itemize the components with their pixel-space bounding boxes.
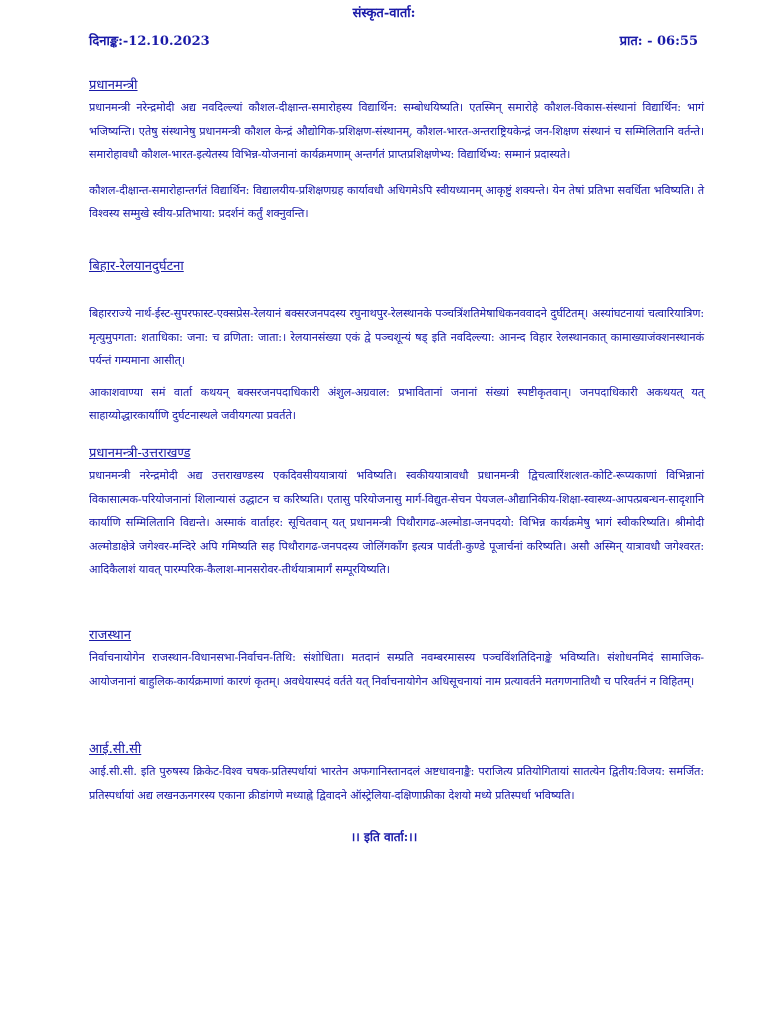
section-uttarakhand <box>89 443 704 582</box>
date-line: दिनाङ्क:-12.10.2023 <box>89 34 210 49</box>
paragraph: प्रधानमन्त्री नरेन्द्रमोदी अद्य उत्तराखण्डस्य एकदिवसीययात्रायां भविष्यति। स्वकीययात्रावधौ प्रधानमन्त्री द्विचत्वारिंशत्शत-कोटि-रूप्यकाणां विभिन्नानां विकासात्मक-परियोजनानां शिलान्यासं उद्धाटन च करिष्यति। एतासु परियोजनासु मार्ग-विद्युत-सेचन पेयजल-औद्यानिकीय-शिक्षा-स्वास्थ्य-आपत्प्रबन्धन-सादृशानि कार्याणि सम्मिलितानि विद्यन्ते। अस्माकं वार्ताहर: सूचितवान् यत् प्रधानमन्त्री पिथौरागढ-अल्मोडा-जनपदयो: विभिन्न कार्यक्रमेषु भागं स्वीकरिष्यति। श्रीमोदी अल्मोडाक्षेत्रे जगेश्वर-मन्दिरे अपि गमिष्यति सह पिथौरागढ-जनपदस्य जोलिंगकाँग इत्यत्र पार्वती-कुण्डे पूजार्चनां करिष्यति। असौ अस्मिन् यात्रावधौ जगेश्वरत: आदिकैलाशं यावत् पारम्परिक-कैलाश-मानसरोवर-तीर्थयात्रामार्गं सम्पूरयिष्यति। <box>89 469 704 576</box>
section-icc <box>89 739 704 807</box>
time-line: प्रात: - 06:55 <box>619 34 698 49</box>
paragraph: बिहारराज्ये नार्थ-ईस्ट-सुपरफास्ट-एक्सप्रेस-रेलयानं बक्सरजनपदस्य रघुनाथपुर-रेलस्थानके पञ्चत्रिंशतिमेषाधिकनववादने दुर्घटितम्। अस्यांघटनायां चत्वारियात्रिण: मृत्युमुपगता: शताधिका: जना: च व्रणिता: जाता:। रेलयानसंख्या एकं द्वे पञ्चशून्यं षड् इति नवदिल्ल्या: आनन्द विहार रेलस्थानकात् कामाख्याजंक्शनस्थानकं पर्यन्तं गम्यमाना आसीत्। <box>89 307 704 367</box>
paragraph: आई.सी.सी. इति पुरुषस्य क्रिकेट-विश्व चषक-प्रतिस्पर्धायां भारतेन अफगानिस्तानदलं अष्टधावनाङ्कै: पराजित्य प्रतियोगितायां सातत्येन द्वितीय:विजय: समर्जित: प्रतिस्पर्धायां अद्य लखनऊनगरस्य एकाना क्रीडांगणे मध्याह्ने द्विवादने ऑस्ट्रेलिया-दक्षिणाफ्रीका देशयो मध्ये प्रतिस्पर्धा भविष्यति। <box>89 765 704 802</box>
paragraph: कौशल-दीक्षान्त-समारोहान्तर्गतं विद्यार्थिन: विद्यालयीय-प्रशिक्षणग्रह कार्यावधौ अधिगमेऽपि स्वीयध्यानम् आकृष्टुं शक्यन्ते। येन तेषां प्रतिभा सवर्धिता भविष्यति। ते विश्वस्य सम्मुखे स्वीय-प्रतिभाया: प्रदर्शनं कर्तुं शक्नुवन्ति। <box>89 183 704 220</box>
section-heading: राजस्थान <box>89 628 132 643</box>
section-heading: बिहार-रेलयानदुर्घटना <box>89 259 184 274</box>
paragraph: निर्वाचनायोगेन राजस्थान-विधानसभा-निर्वाचन-तिथि: संशोधिता। मतदानं सम्प्रति नवम्बरमासस्य पञ्चविंशतिदिनाङ्के भविष्यति। संशोधनमिदं सामाजिक-आयोजनानां बाहुलिक-कार्यक्रमाणां कारणं कृतम्। अवधेयास्पदं वर्तते यत् निर्वाचनायोगेन अधिसूचनायां नाम प्रत्यावर्तने मतगणनातिथौ च परिवर्तनं न विहितम्। <box>89 651 704 688</box>
section-pradhanmantri <box>89 75 704 226</box>
section-heading: आई.सी.सी <box>89 742 142 757</box>
document-title: संस्कृत-वार्ता: <box>352 6 416 21</box>
paragraph: प्रधानमन्त्री नरेन्द्रमोदी अद्य नवदिल्ल्यां कौशल-दीक्षान्त-समारोहस्य विद्यार्थिन: सम्बोधयिष्यति। एतस्मिन् समारोहे कौशल-विकास-संस्थानां विद्यार्थिन: भागं भजिष्यन्ति। एतेषु संस्थानेषु प्रधानमन्त्री कौशल केन्द्रं औद्योगिक-प्रशिक्षण-संस्थानम्, कौशल-भारत-अन्तराष्ट्रियकेन्द्रं जन-शिक्षण संस्थानं च सम्मिलितानि वर्तन्ते। समारोहावधौ कौशल-भारत-इत्येतस्य विभिन्न-योजनानां कार्यक्रमणाम् अन्तर्गतं प्राप्तप्रशिक्षणेभ्य: विद्यार्थिभ्य: सम्मानं प्रदास्यते। <box>89 101 704 161</box>
closing-line: ।। इति वार्ता:।। <box>350 830 418 844</box>
paragraph: आकाशवाण्या समं वार्ता कथयन् बक्सरजनपदाधिकारी अंशुल-अग्रवाल: प्रभावितानां जनानां संख्यां स्पष्टीकृतवान्। जनपदाधिकारी अकथयत् यत् साहाय्योद्धारकार्याणि दुर्घटनास्थले जवीयगत्या प्रवर्तते। <box>89 385 704 422</box>
section-rajasthan <box>89 625 704 693</box>
section-heading: प्रधानमन्त्री <box>89 78 138 93</box>
section-heading: प्रधानमन्त्री-उत्तराखण्ड <box>89 446 191 461</box>
section-bihar <box>89 256 704 428</box>
